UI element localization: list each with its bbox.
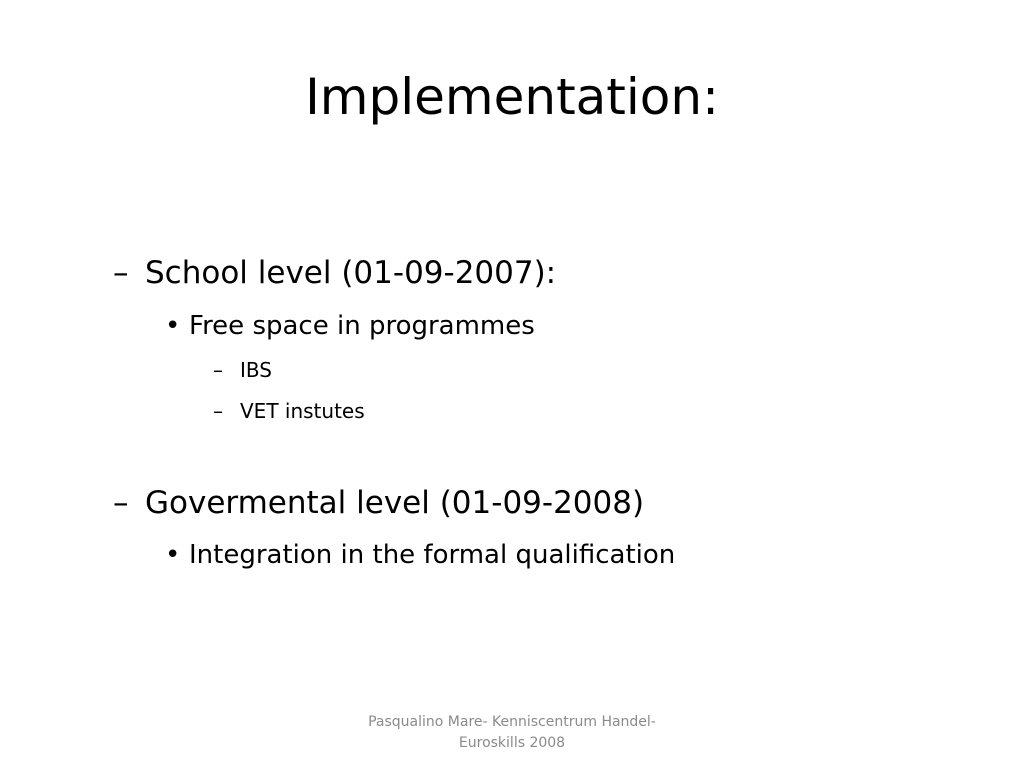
bullet-level2-free-space xyxy=(165,309,535,343)
bullet-marker: • xyxy=(165,540,181,570)
footer-line-2: Euroskills 2008 xyxy=(458,735,566,751)
dash-marker: – xyxy=(113,255,129,291)
bullet-marker: • xyxy=(165,311,181,341)
bullet-text: Free space in programmes xyxy=(189,311,535,341)
slide-footer xyxy=(312,712,712,754)
bullet-text: School level (01-09-2007): xyxy=(145,255,557,291)
bullet-text: Integration in the formal qualification xyxy=(189,540,676,570)
slide-title: Implementation: xyxy=(305,68,719,126)
bullet-level2-integration xyxy=(165,538,675,572)
dash-marker: – xyxy=(213,358,223,382)
dash-marker: – xyxy=(113,485,129,521)
bullet-level1-govermental xyxy=(113,483,644,523)
bullet-text: VET instutes xyxy=(240,399,365,423)
bullet-level3-vet xyxy=(213,398,365,424)
bullet-text: Govermental level (01-09-2008) xyxy=(145,485,645,521)
footer-line-1: Pasqualino Mare- Kenniscentrum Handel- xyxy=(368,714,656,730)
dash-marker: – xyxy=(213,399,223,423)
bullet-level3-ibs xyxy=(213,357,272,383)
bullet-text: IBS xyxy=(240,358,272,382)
bullet-level1-school xyxy=(113,253,556,293)
